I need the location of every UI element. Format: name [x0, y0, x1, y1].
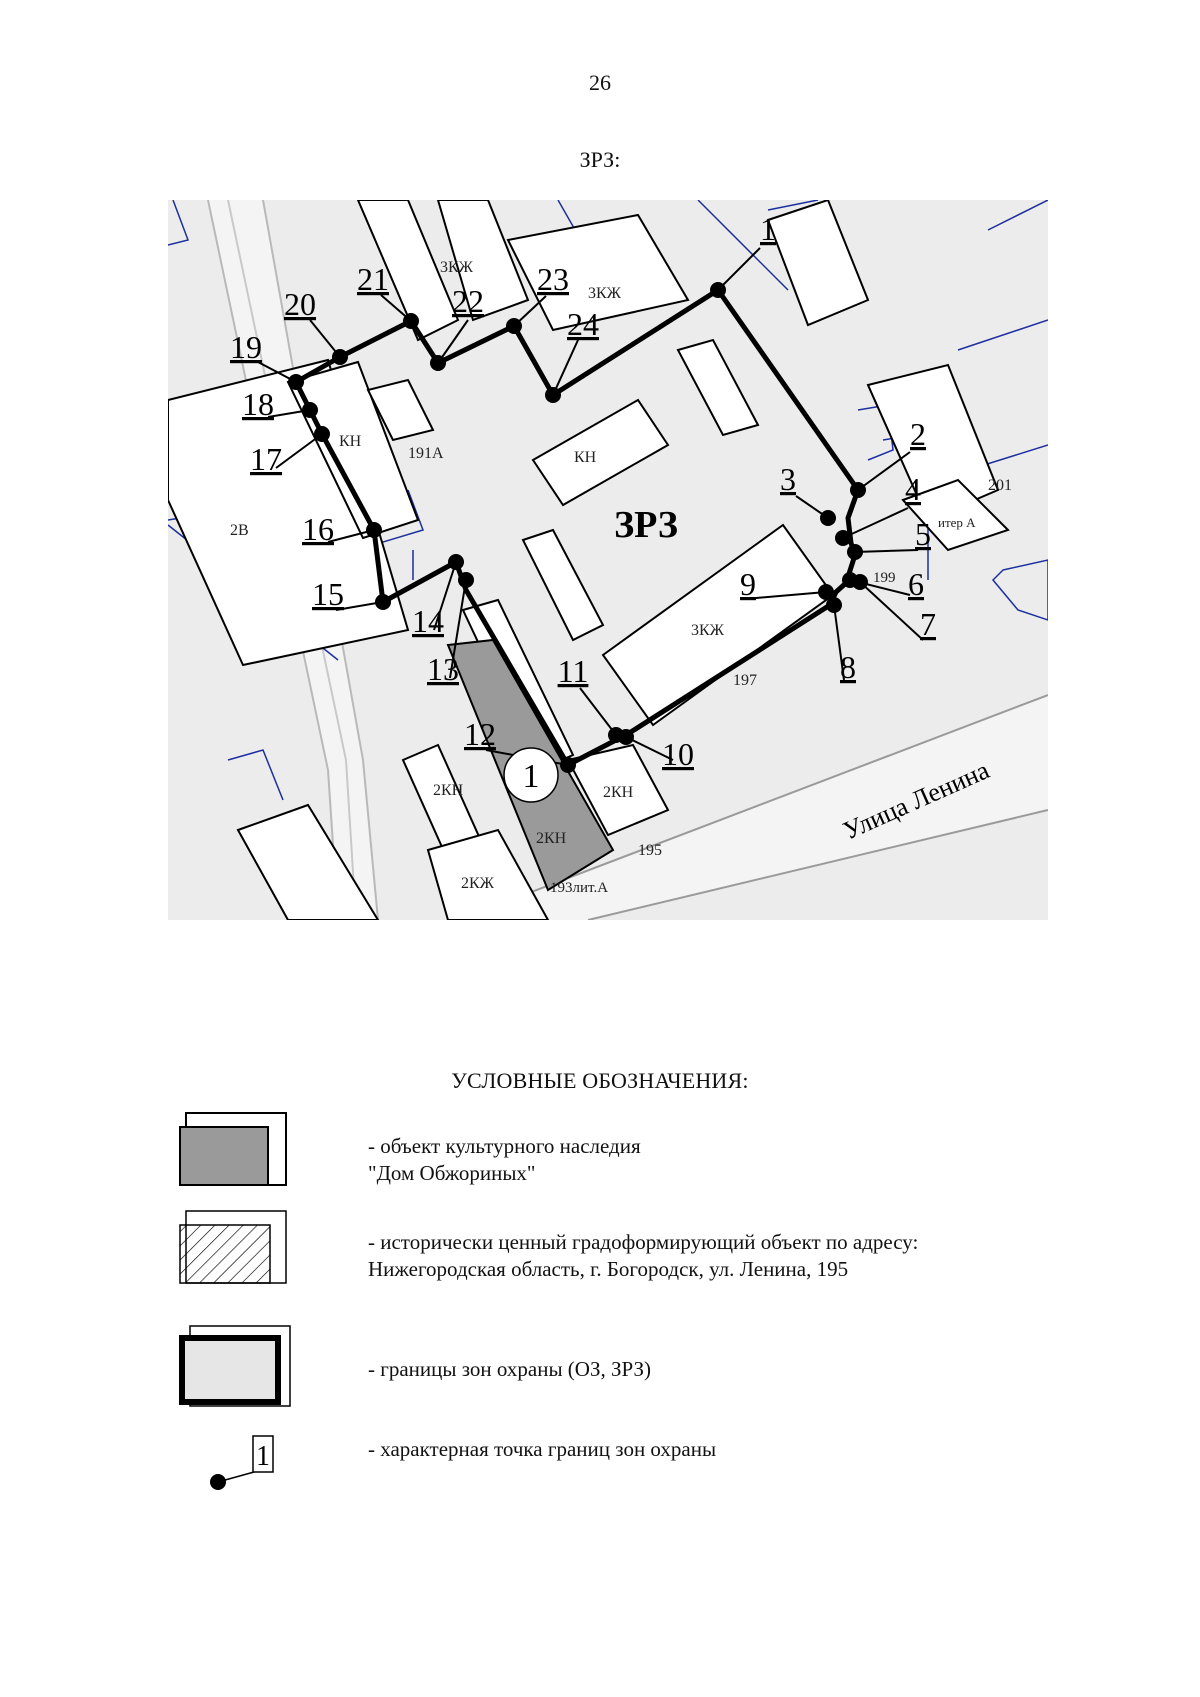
heritage-symbol — [176, 1107, 294, 1191]
boundary-point-3 — [820, 510, 836, 526]
boundary-point-14 — [448, 554, 464, 570]
zone-label: ЗРЗ — [614, 504, 678, 546]
boundary-point-label-9: 9 — [740, 566, 756, 602]
label-2kn-right: 2КН — [603, 784, 634, 801]
boundary-point-18 — [302, 402, 318, 418]
label-201: 201 — [988, 477, 1012, 494]
legend-heading: УСЛОВНЫЕ ОБОЗНАЧЕНИЯ: — [451, 1068, 749, 1093]
boundary-point-12 — [560, 757, 576, 773]
label-zkzh-center: 3КЖ — [691, 622, 725, 639]
boundary-point-label-16: 16 — [302, 511, 334, 547]
label-2v: 2В — [230, 522, 249, 539]
label-197: 197 — [733, 672, 757, 689]
label-193: 193лит.А — [550, 880, 609, 896]
boundary-point-label-10: 10 — [662, 736, 694, 772]
historic-symbol — [176, 1207, 294, 1291]
boundary-point-label-14: 14 — [412, 603, 444, 639]
boundary-point-15 — [375, 594, 391, 610]
boundary-point-17 — [314, 426, 330, 442]
label-kn-center: КН — [574, 449, 597, 466]
point-symbol — [176, 1432, 294, 1502]
boundary-point-label-12: 12 — [464, 716, 496, 752]
boundary-point-9 — [818, 584, 834, 600]
boundary-point-label-13: 13 — [427, 651, 459, 687]
page-number: 26 — [589, 70, 611, 95]
boundary-point-7 — [852, 574, 868, 590]
label-kn-left: КН — [339, 433, 362, 450]
label-195: 195 — [638, 842, 662, 859]
heritage-marker-number: 1 — [522, 758, 540, 795]
point-sample-label: 1 — [256, 1441, 270, 1472]
boundary-point-label-6: 6 — [908, 566, 924, 602]
boundary-point-label-24: 24 — [567, 306, 599, 342]
label-zkzh-top-left: 3КЖ — [440, 259, 474, 276]
boundary-point-20 — [332, 349, 348, 365]
boundary-point-22 — [430, 355, 446, 371]
boundary-point-label-17: 17 — [250, 441, 282, 477]
boundary-point-label-19: 19 — [230, 329, 262, 365]
boundary-point-label-21: 21 — [357, 261, 389, 297]
label-2kn-heritage: 2КН — [536, 830, 567, 847]
boundary-point-16 — [366, 522, 382, 538]
boundary-point-label-23: 23 — [537, 261, 569, 297]
boundary-point-label-4: 4 — [905, 471, 921, 507]
legend-text-heritage: - объект культурного наследия "Дом Обжориных" — [368, 1134, 641, 1185]
boundary-point-label-1: 1 — [760, 211, 776, 247]
label-2kn-left: 2КН — [433, 782, 464, 799]
map-caption: ЗРЗ: — [579, 147, 621, 172]
label-zkzh-top-right: 3КЖ — [588, 285, 622, 302]
legend-text-point: - характерная точка границ зон охраны — [368, 1437, 717, 1461]
boundary-point-label-8: 8 — [840, 649, 856, 685]
label-199: 199 — [873, 570, 896, 586]
boundary-point-label-20: 20 — [284, 286, 316, 322]
boundary-point-1 — [710, 282, 726, 298]
boundary-point-label-3: 3 — [780, 461, 796, 497]
zone-map — [168, 200, 1048, 920]
street-label: Улица Ленина — [838, 755, 994, 846]
boundary-point-13 — [458, 572, 474, 588]
boundary-point-label-15: 15 — [312, 576, 344, 612]
boundary-point-label-2: 2 — [910, 416, 926, 452]
boundary-point-24 — [545, 387, 561, 403]
label-191a: 191А — [408, 445, 444, 462]
boundary-point-21 — [403, 313, 419, 329]
boundary-point-4 — [835, 530, 851, 546]
legend-text-historic: - исторически ценный градоформирующий объект по адресу: Нижегородская область, г. Богородск, ул. Ленина, 195 — [368, 1230, 919, 1281]
boundary-point-label-7: 7 — [920, 606, 936, 642]
legend-text-boundary: - границы зон охраны (ОЗ, ЗРЗ) — [368, 1357, 651, 1381]
boundary-point-11 — [608, 727, 624, 743]
boundary-point-23 — [506, 318, 522, 334]
boundary-point-5 — [847, 544, 863, 560]
boundary-point-2 — [850, 482, 866, 498]
boundary-point-label-5: 5 — [915, 516, 931, 552]
boundary-symbol — [176, 1322, 294, 1412]
label-2kzh: 2КЖ — [461, 875, 495, 892]
boundary-point-19 — [288, 374, 304, 390]
label-liter-a: итер А — [938, 515, 976, 530]
boundary-point-label-18: 18 — [242, 386, 274, 422]
boundary-point-label-11: 11 — [557, 653, 589, 689]
boundary-point-label-22: 22 — [452, 283, 484, 319]
